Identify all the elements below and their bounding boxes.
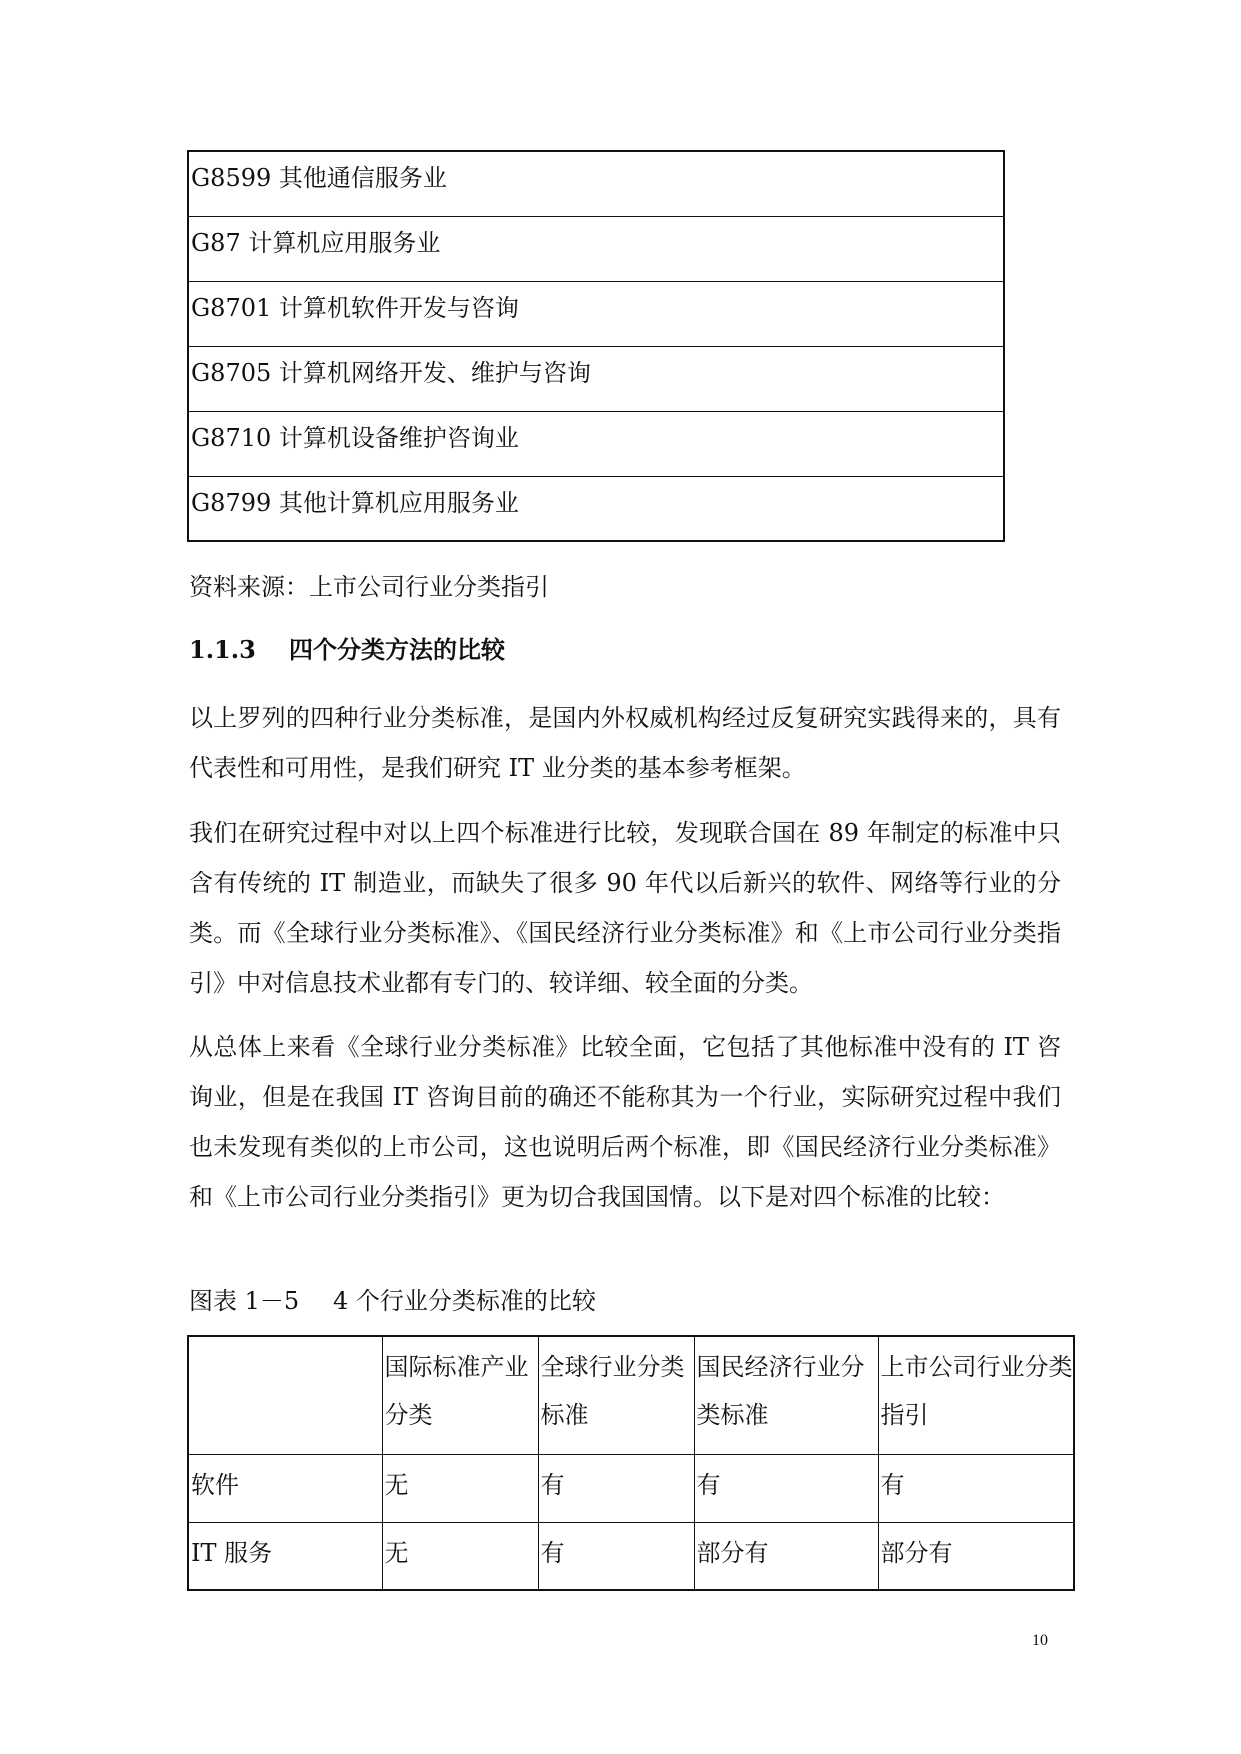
figure-number: 图表 1－5: [189, 1287, 300, 1315]
table-cell: 有: [878, 1454, 1074, 1522]
table-row: [188, 216, 1004, 281]
table-cell: 部分有: [694, 1522, 878, 1590]
table-cell: [188, 216, 1004, 281]
industry-code: G8705: [191, 358, 272, 387]
column-header: 上市公司行业分类指引: [878, 1336, 1074, 1454]
figure-title: 4 个行业分类标准的比较: [333, 1287, 596, 1315]
industry-name: 其他通信服务业: [278, 164, 447, 192]
industry-code-table: [187, 150, 1005, 542]
industry-name: 计算机网络开发、维护与咨询: [278, 358, 591, 387]
table-cell: 无: [382, 1454, 538, 1522]
column-header: 国际标准产业分类: [382, 1336, 538, 1454]
column-header: 全球行业分类标准: [538, 1336, 694, 1454]
table-row: [188, 411, 1004, 476]
section-heading: [189, 633, 505, 667]
figure-caption: [189, 1285, 596, 1317]
table-cell: [188, 151, 1004, 216]
table-cell: [188, 411, 1004, 476]
table-cell: 有: [538, 1454, 694, 1522]
page-number: 10: [1032, 1632, 1048, 1649]
column-header: [188, 1336, 382, 1454]
paragraph: 从总体上来看《全球行业分类标准》比较全面，它包括了其他标准中没有的 IT 咨询业，但是在我国 IT 咨询目前的确还不能称其为一个行业，实际研究过程中我们也未发现有类似的上市公司，这也说明后两个标准，即《国民经济行业分类标准》和《上市公司行业分类指引》更为切合我国国情。以下是对四个标准的比较：: [189, 1033, 1061, 1211]
comparison-table: [187, 1335, 1075, 1591]
paragraph: 以上罗列的四种行业分类标准，是国内外权威机构经过反复研究实践得来的，具有代表性和可用性，是我们研究 IT 业分类的基本参考框架。: [189, 704, 1061, 782]
table-header-row: [188, 1336, 1074, 1454]
industry-name: 计算机应用服务业: [248, 228, 441, 257]
row-header: IT 服务: [188, 1522, 382, 1590]
paragraph: 我们在研究过程中对以上四个标准进行比较，发现联合国在 89 年制定的标准中只含有传统的 IT 制造业，而缺失了很多 90 年代以后新兴的软件、网络等行业的分类。而《全球行业分类标准》、《国民经济行业分类标准》和《上市公司行业分类指引》中对信息技术业都有专门的、较详细、较全面的分类。: [189, 819, 1061, 997]
table-cell: [188, 476, 1004, 541]
table-row: [188, 1522, 1074, 1590]
row-header: 软件: [188, 1454, 382, 1522]
table-cell: 有: [538, 1522, 694, 1590]
section-number: 1.1.3: [189, 635, 256, 664]
table-cell: 无: [382, 1522, 538, 1590]
table-cell: [188, 281, 1004, 346]
industry-code: G8799: [191, 488, 272, 517]
source-note: 资料来源：上市公司行业分类指引: [189, 573, 549, 601]
industry-code: G8710: [191, 423, 272, 452]
section-title: 四个分类方法的比较: [289, 635, 505, 664]
industry-code: G8599: [191, 164, 272, 192]
table-row: [188, 281, 1004, 346]
table-cell: 部分有: [878, 1522, 1074, 1590]
industry-name: 其他计算机应用服务业: [278, 488, 519, 517]
industry-code: G87: [191, 228, 241, 257]
table-row: [188, 476, 1004, 541]
table-cell: [188, 346, 1004, 411]
industry-code: G8701: [191, 293, 272, 322]
industry-name: 计算机设备维护咨询业: [278, 423, 519, 452]
table-row: [188, 1454, 1074, 1522]
table-row: [188, 151, 1004, 216]
table-row: [188, 346, 1004, 411]
column-header: 国民经济行业分类标准: [694, 1336, 878, 1454]
table-cell: 有: [694, 1454, 878, 1522]
industry-name: 计算机软件开发与咨询: [278, 293, 519, 322]
